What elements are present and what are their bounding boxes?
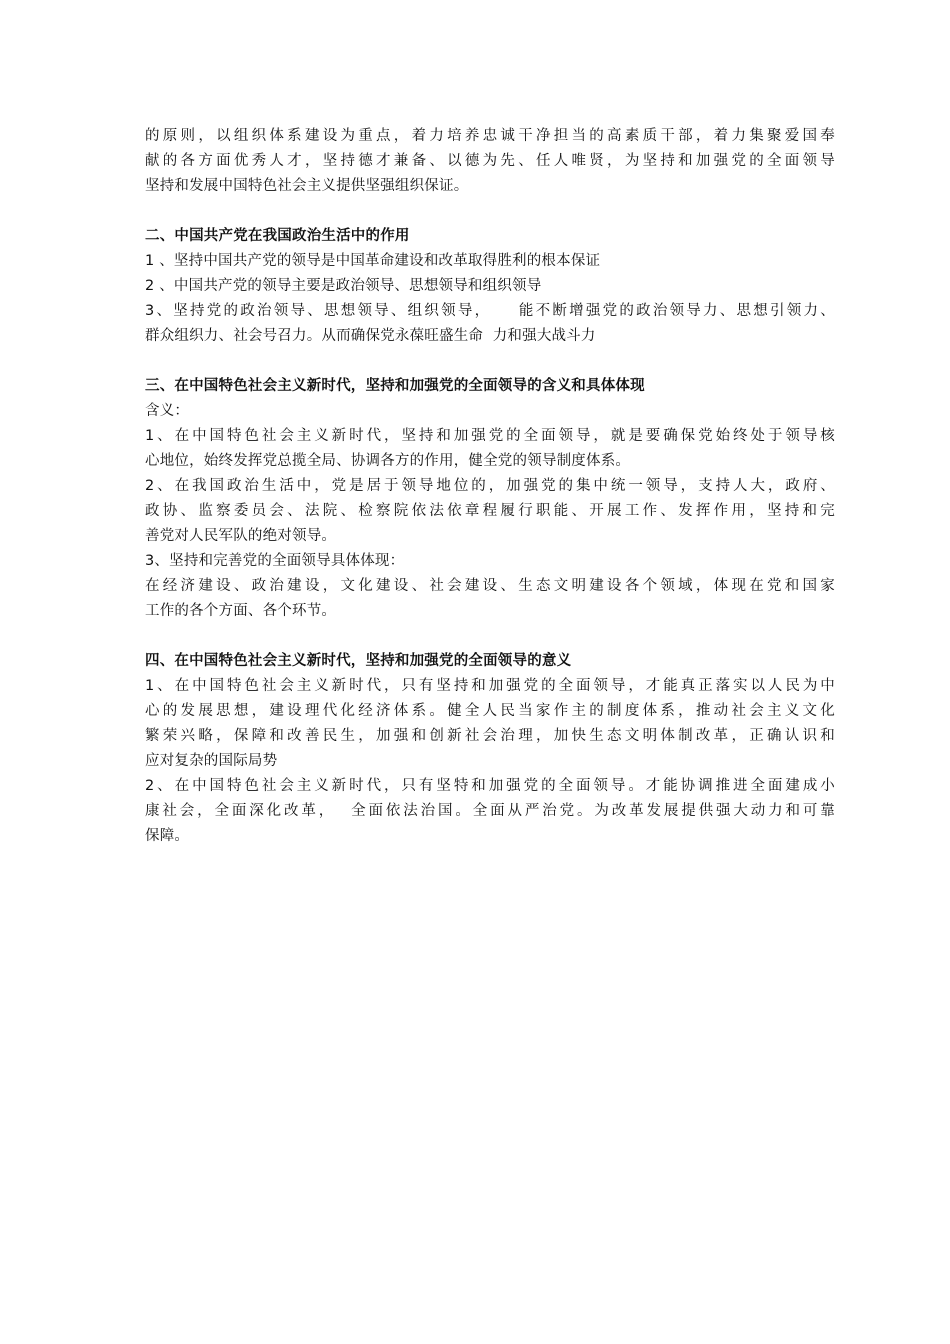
paragraph-line: 在经济建设、政治建设，文化建设、社会建设、生态文明建设各个领域，体现在党和国家 bbox=[145, 578, 835, 594]
paragraph-line: 2 、中国共产党的领导主要是政治领导、思想领导和组织领导 bbox=[145, 278, 542, 294]
paragraph-line: 1、在中国特色社会主义新时代，只有坚持和加强党的全面领导，才能真正落实以人民为中 bbox=[145, 678, 835, 694]
section-role-of-party bbox=[145, 224, 835, 349]
paragraph-line: 3、坚持党的政治领导、思想领导、组织领导， 能不断增强党的政治领导力、思想引领力、 bbox=[145, 303, 835, 319]
paragraph-line: 1、在中国特色社会主义新时代，坚持和加强党的全面领导，就是要确保党始终处于领导核 bbox=[145, 428, 835, 444]
paragraph-gap bbox=[145, 624, 835, 649]
paragraph-line: 含义： bbox=[145, 403, 190, 419]
paragraph-line: 1 、坚持中国共产党的领导是中国革命建设和改革取得胜利的根本保证 bbox=[145, 253, 601, 269]
section-meaning-and-embodiment bbox=[145, 374, 835, 624]
section-heading: 三、在中国特色社会主义新时代，坚持和加强党的全面领导的含义和具体体现 bbox=[145, 378, 645, 394]
paragraph-line: 群众组织力、社会号召力。从而确保党永葆旺盛生命 力和强大战斗力 bbox=[145, 328, 596, 344]
paragraph-line: 应对复杂的国际局势 bbox=[145, 753, 278, 769]
paragraph-line: 工作的各个方面、各个环节。 bbox=[145, 603, 337, 619]
paragraph-gap bbox=[145, 199, 835, 224]
paragraph-line: 康社会，全面深化改革， 全面依法治国。全面从严治党。为改革发展提供强大动力和可靠 bbox=[145, 803, 835, 819]
paragraph-line: 2、在我国政治生活中，党是居于领导地位的，加强党的集中统一领导，支持人大，政府、 bbox=[145, 478, 835, 494]
section-heading: 二、中国共产党在我国政治生活中的作用 bbox=[145, 228, 410, 244]
paragraph-line: 2、在中国特色社会主义新时代，只有坚特和加强党的全面领导。才能协调推进全面建成小 bbox=[145, 778, 835, 794]
paragraph-line: 心地位，始终发挥党总揽全局、协调各方的作用，健全党的领导制度体系。 bbox=[145, 453, 631, 469]
paragraph-line: 的原则，以组织体系建设为重点，着力培养忠诚干净担当的高素质干部，着力集聚爱国奉 bbox=[145, 128, 835, 144]
paragraph-line: 心的发展思想，建设理代化经济体系。健全人民当家作主的制度体系，推动社会主义文化 bbox=[145, 703, 835, 719]
paragraph-gap bbox=[145, 349, 835, 374]
section-heading: 四、在中国特色社会主义新时代，坚持和加强党的全面领导的意义 bbox=[145, 653, 572, 669]
document-body bbox=[145, 124, 835, 849]
intro-paragraph bbox=[145, 124, 835, 199]
paragraph-line: 政协、监察委员会、法院、检察院依法依章程履行职能、开展工作、发挥作用，坚持和完 bbox=[145, 503, 835, 519]
paragraph-line: 坚持和发展中国特色社会主义提供坚强组织保证。 bbox=[145, 178, 469, 194]
paragraph-line: 3、坚持和完善党的全面领导具体体现： bbox=[145, 553, 405, 569]
paragraph-line: 保障。 bbox=[145, 828, 190, 844]
section-significance bbox=[145, 649, 835, 849]
paragraph-line: 善党对人民军队的绝对领导。 bbox=[145, 528, 337, 544]
paragraph-line: 繁荣兴略，保障和改善民生，加强和创新社会治理，加快生态文明体制改革，正确认识和 bbox=[145, 728, 835, 744]
paragraph-line: 献的各方面优秀人才，坚持德才兼备、以德为先、任人唯贤，为坚持和加强党的全面领导 bbox=[145, 153, 835, 169]
